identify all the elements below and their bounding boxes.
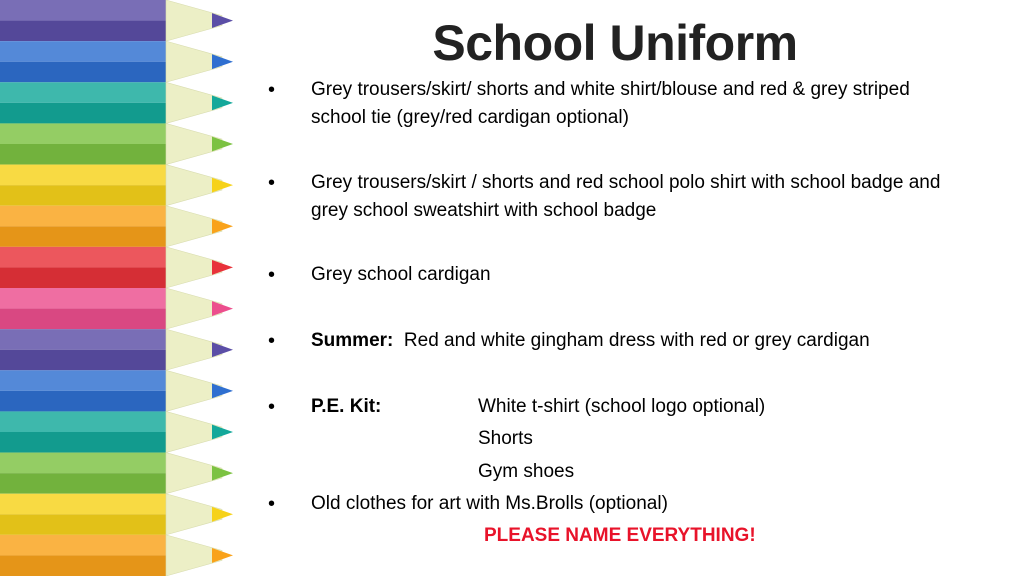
- pencil-lead: [212, 95, 233, 110]
- pencil-body-bottom: [0, 555, 166, 576]
- bullet-dot: •: [268, 396, 276, 418]
- pencil-body-top: [0, 329, 166, 350]
- pencil-lead: [212, 178, 233, 193]
- pencil-lead: [212, 548, 233, 563]
- pencil-body-bottom: [0, 144, 166, 165]
- pencil-body-bottom: [0, 473, 166, 494]
- pencil-body-bottom: [0, 309, 166, 330]
- summer-text: Red and white gingham dress with red or grey cardigan: [403, 330, 870, 351]
- pencil-lead: [212, 54, 233, 69]
- bullet-dot: •: [268, 264, 276, 286]
- pe-kit-label-text: P.E. Kit:: [311, 396, 382, 417]
- pencil-body-top: [0, 41, 166, 62]
- pencil-body-top: [0, 165, 166, 186]
- colored-pencils-decoration: [0, 0, 240, 576]
- pencil-body-bottom: [0, 432, 166, 453]
- list-item-art-clothes: Old clothes for art with Ms.Brolls (optional): [311, 493, 668, 514]
- pencil-body-bottom: [0, 62, 166, 83]
- pencil-lead: [212, 507, 233, 522]
- pencil-body-top: [0, 206, 166, 227]
- bullet-dot: •: [268, 330, 276, 352]
- pencil-body-top: [0, 288, 166, 309]
- pencil-body-top: [0, 370, 166, 391]
- pencil-body-bottom: [0, 103, 166, 124]
- pencil-body-top: [0, 494, 166, 515]
- pencil-lead: [212, 383, 233, 398]
- pencil-body-top: [0, 247, 166, 268]
- pencil-body-bottom: [0, 391, 166, 412]
- pencil-body-bottom: [0, 267, 166, 288]
- pencil-lead: [212, 342, 233, 357]
- pencil-body-bottom: [0, 185, 166, 206]
- list-item-uniform-1: Grey trousers/skirt/ shorts and white shirt/blouse and red & grey striped school tie (grey/red cardigan optional): [311, 79, 910, 128]
- pencil-body-bottom: [0, 226, 166, 247]
- pencil-body-top: [0, 0, 166, 21]
- bullet-dot: •: [268, 172, 276, 194]
- pencil-body-top: [0, 535, 166, 556]
- pe-kit-line-1: White t-shirt (school logo optional): [478, 396, 766, 417]
- pencil-lead: [212, 466, 233, 481]
- page-title: School Uniform: [432, 15, 798, 71]
- pencil-lead: [212, 137, 233, 152]
- pencil-body-top: [0, 453, 166, 474]
- pe-kit-label: [311, 393, 461, 421]
- pencil-lead: [212, 13, 233, 28]
- list-item-uniform-2: Grey trousers/skirt / shorts and red school polo shirt with school badge and grey school sweatshirt with school badge: [311, 172, 941, 221]
- pe-kit-line-2: Shorts: [478, 428, 533, 449]
- bullet-dot: •: [268, 493, 276, 515]
- bullet-dot: •: [268, 79, 276, 101]
- pencil-body-top: [0, 123, 166, 144]
- pencil-lead: [212, 425, 233, 440]
- pencil-body-top: [0, 82, 166, 103]
- list-item-cardigan: Grey school cardigan: [311, 264, 491, 285]
- summer-label: Summer:: [311, 330, 394, 351]
- pencil-body-top: [0, 411, 166, 432]
- pencil-lead: [212, 219, 233, 234]
- name-everything-notice: PLEASE NAME EVERYTHING!: [484, 525, 756, 546]
- pe-kit-line-3: Gym shoes: [478, 461, 575, 482]
- list-item-summer: [311, 327, 951, 355]
- pencil-body-bottom: [0, 514, 166, 535]
- pencil-lead: [212, 301, 233, 316]
- pencil-body-bottom: [0, 350, 166, 371]
- pencil-body-bottom: [0, 21, 166, 42]
- pencil-lead: [212, 260, 233, 275]
